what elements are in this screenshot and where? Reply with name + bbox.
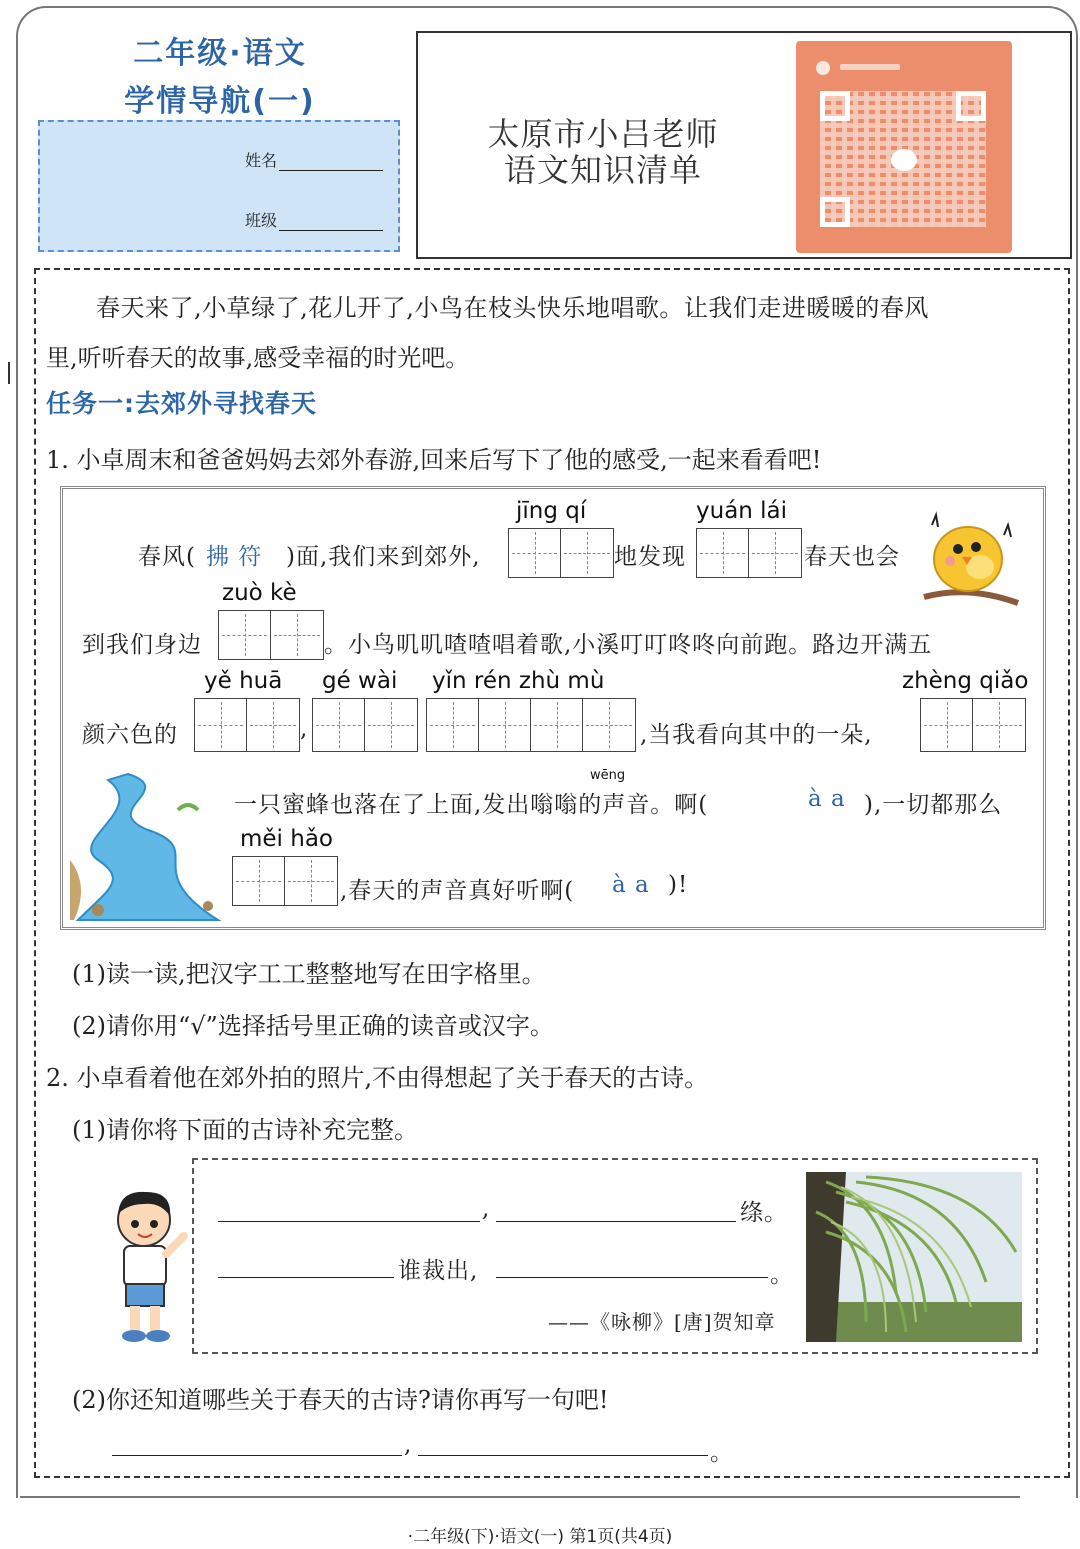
avatar xyxy=(816,61,830,75)
answer-end: 。 xyxy=(710,1440,734,1466)
qr-corner-icon xyxy=(820,91,850,121)
question-1-1: (1)读一读,把汉字工工整整地写在田字格里。 xyxy=(72,960,546,988)
question-1: 1. 小卓周末和爸爸妈妈去郊外春游,回来后写下了他的感受,一起来看看吧! xyxy=(46,446,822,474)
tianzige-grid[interactable] xyxy=(920,698,1026,752)
subject-title: 二年级·语文 xyxy=(133,36,307,71)
bird-illustration xyxy=(918,505,1022,609)
ad-line-1: 太原市小吕老师 xyxy=(487,115,719,153)
passage-text: 地发现 xyxy=(614,544,686,570)
pinyin-yuanlai: yuán lái xyxy=(696,498,788,524)
qr-code-card xyxy=(796,41,1012,253)
class-line[interactable] xyxy=(279,212,383,231)
poem-blank-4[interactable] xyxy=(496,1276,768,1278)
question-2-2: (2)你还知道哪些关于春天的古诗?请你再写一句吧! xyxy=(72,1386,609,1414)
task-1-title: 任务一:去郊外寻找春天 xyxy=(46,389,317,418)
question-2-1: (1)请你将下面的古诗补充完整。 xyxy=(72,1116,418,1144)
name-label: 姓名 xyxy=(245,151,278,170)
pinyin-zhengqiao: zhèng qiǎo xyxy=(902,668,1029,694)
sheet-bottom-line xyxy=(20,1496,1020,1498)
tianzige-grid[interactable] xyxy=(218,610,324,660)
answer-blank-2[interactable] xyxy=(418,1454,708,1456)
pinyin-yinrenzhumu: yǐn rén zhù mù xyxy=(432,668,605,694)
passage-text: 一只蜜蜂也落在了上面,发出嗡嗡的声音。啊( xyxy=(234,792,709,818)
worksheet-title: 学情导航(一) xyxy=(124,84,316,119)
poem-mid: 谁裁出, xyxy=(398,1258,479,1284)
tianzige-grid[interactable] xyxy=(696,528,802,578)
pinyin-yehua: yě huā xyxy=(204,668,283,694)
class-field[interactable] xyxy=(245,208,383,231)
poem-comma: , xyxy=(482,1196,491,1222)
tianzige-grid[interactable] xyxy=(426,698,636,752)
question-1-2: (2)请你用“√”选择括号里正确的读音或汉字。 xyxy=(72,1012,554,1040)
margin-mark xyxy=(8,362,10,384)
boy-illustration xyxy=(100,1186,192,1346)
passage-text: 颜六色的 xyxy=(82,722,178,748)
passage-text: ),一切都那么 xyxy=(864,792,1003,818)
ad-line-2: 语文知识清单 xyxy=(503,151,702,189)
passage-text: )面,我们来到郊外, xyxy=(286,544,481,570)
poem-blank-2[interactable] xyxy=(496,1220,736,1222)
passage-text: ,春天的声音真好听啊( xyxy=(340,878,575,904)
poem-source: ——《咏柳》[唐]贺知章 xyxy=(548,1310,776,1334)
answer-blank-1[interactable] xyxy=(112,1454,402,1456)
pinyin-gewai: gé wài xyxy=(322,668,398,694)
passage-text: )! xyxy=(668,872,689,898)
intro-line-1: 春天来了,小草绿了,花儿开了,小鸟在枝头快乐地唱歌。让我们走进暖暖的春风 xyxy=(96,294,929,322)
passage-text: , xyxy=(300,716,309,742)
willow-photo xyxy=(806,1172,1022,1342)
pinyin-meihao: měi hǎo xyxy=(240,826,333,852)
pinyin-weng: wēng xyxy=(590,768,626,783)
poem-end-2: 。 xyxy=(770,1262,794,1288)
passage-text: ,当我看向其中的一朵, xyxy=(640,722,873,748)
poem-blank-1[interactable] xyxy=(218,1220,480,1222)
question-2: 2. 小卓看着他在郊外拍的照片,不由得想起了关于春天的古诗。 xyxy=(46,1064,709,1092)
page-footer: ·二年级(下)·语文(一) 第1页(共4页) xyxy=(407,1527,673,1547)
name-field[interactable] xyxy=(245,148,383,171)
choice-fu[interactable]: 拂 符 xyxy=(206,544,263,570)
qr-corner-icon xyxy=(956,91,986,121)
tianzige-grid[interactable] xyxy=(194,698,300,752)
intro-line-2: 里,听听春天的故事,感受幸福的时光吧。 xyxy=(46,344,470,372)
qr-account-name xyxy=(840,64,900,70)
passage-text: 春天也会 xyxy=(804,544,900,570)
passage-text: 到我们身边 xyxy=(82,632,202,658)
tianzige-grid[interactable] xyxy=(312,698,418,752)
pinyin-jingqi: jīng qí xyxy=(516,498,587,524)
answer-comma: , xyxy=(404,1432,413,1458)
poem-end-1: 绦。 xyxy=(740,1200,788,1226)
student-info-box xyxy=(38,120,400,252)
tianzige-grid[interactable] xyxy=(508,528,614,578)
passage-text: 春风( xyxy=(138,544,196,570)
name-line[interactable] xyxy=(279,152,383,171)
poem-blank-3[interactable] xyxy=(218,1276,394,1278)
teacher-ad-box xyxy=(416,31,1072,259)
river-illustration xyxy=(68,770,230,922)
tianzige-grid[interactable] xyxy=(232,856,338,906)
choice-a-1[interactable]: à a xyxy=(808,786,846,812)
wechat-icon xyxy=(891,149,917,171)
qr-corner-icon xyxy=(820,197,850,227)
class-label: 班级 xyxy=(245,211,278,230)
choice-a-2[interactable]: à a xyxy=(612,872,650,898)
pinyin-zuoke: zuò kè xyxy=(222,580,297,606)
qr-header xyxy=(816,61,936,75)
passage-text: 。小鸟叽叽喳喳唱着歌,小溪叮叮咚咚向前跑。路边开满五 xyxy=(324,632,933,658)
